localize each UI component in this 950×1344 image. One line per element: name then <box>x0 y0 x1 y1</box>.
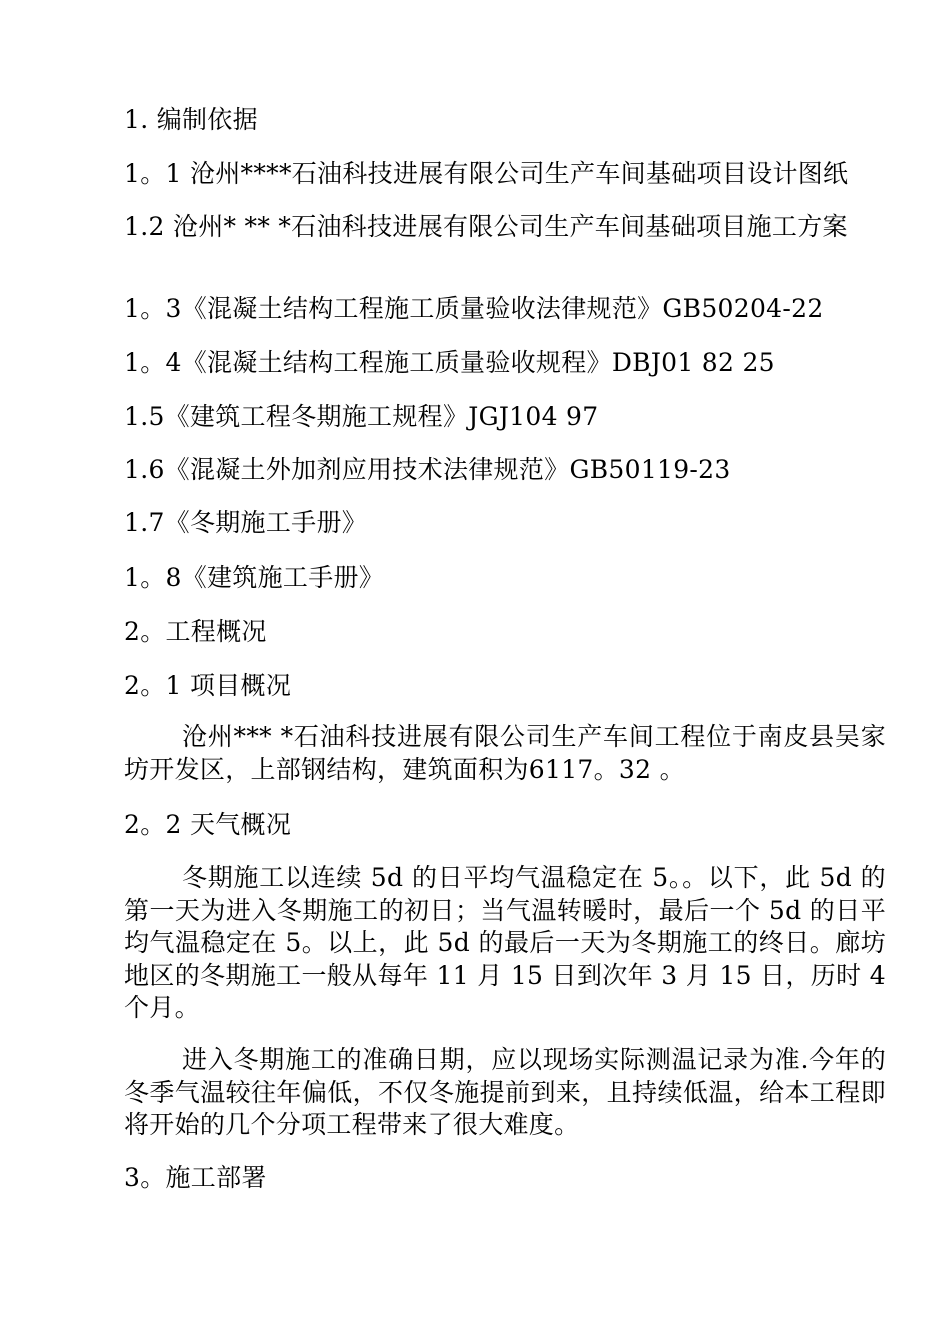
list-item: 1。3《混凝土结构工程施工质量验收法律规范》GB50204-22 <box>124 294 824 323</box>
list-item: 1.6《混凝土外加剂应用技术法律规范》GB50119-23 <box>124 455 731 484</box>
list-item: 1.2 沧州* ** *石油科技进展有限公司生产车间基础项目施工方案 <box>124 212 848 241</box>
paragraph: 沧州*** *石油科技进展有限公司生产车间工程位于南皮县吴家坊开发区，上部钢结构，建筑面积为6117。32 。 <box>124 722 886 784</box>
list-item: 1.7《冬期施工手册》 <box>124 508 368 537</box>
heading-2: 2。工程概况 <box>124 617 267 646</box>
list-item: 1。8《建筑施工手册》 <box>124 563 385 592</box>
subheading: 2。2 天气概况 <box>124 810 292 839</box>
paragraph: 进入冬期施工的准确日期，应以现场实际测温记录为准.今年的冬季气温较往年偏低，不仅冬施提前到来，且持续低温，给本工程即将开始的几个分项工程带来了很大难度。 <box>124 1045 886 1139</box>
subheading: 2。1 项目概况 <box>124 671 292 700</box>
list-item: 1.5《建筑工程冬期施工规程》JGJ104 97 <box>124 402 599 431</box>
paragraph: 冬期施工以连续 5d 的日平均气温稳定在 5。。以下，此 5d 的第一天为进入冬期施工的初日；当气温转暖时，最后一个 5d 的日平均气温稳定在 5。以上，此 5d 的最后一天为冬期施工的终日。廊坊地区的冬期施工一般从每年 11 月 15 日到次年 3 月 15 日，历时 4 个月。 <box>124 863 886 1022</box>
heading-3: 3。施工部署 <box>124 1163 267 1192</box>
list-item: 1。4《混凝土结构工程施工质量验收规程》DBJ01 82 25 <box>124 348 775 377</box>
list-item: 1。1 沧州****石油科技进展有限公司生产车间基础项目设计图纸 <box>124 159 849 188</box>
heading-1: 1. 编制依据 <box>124 105 258 134</box>
